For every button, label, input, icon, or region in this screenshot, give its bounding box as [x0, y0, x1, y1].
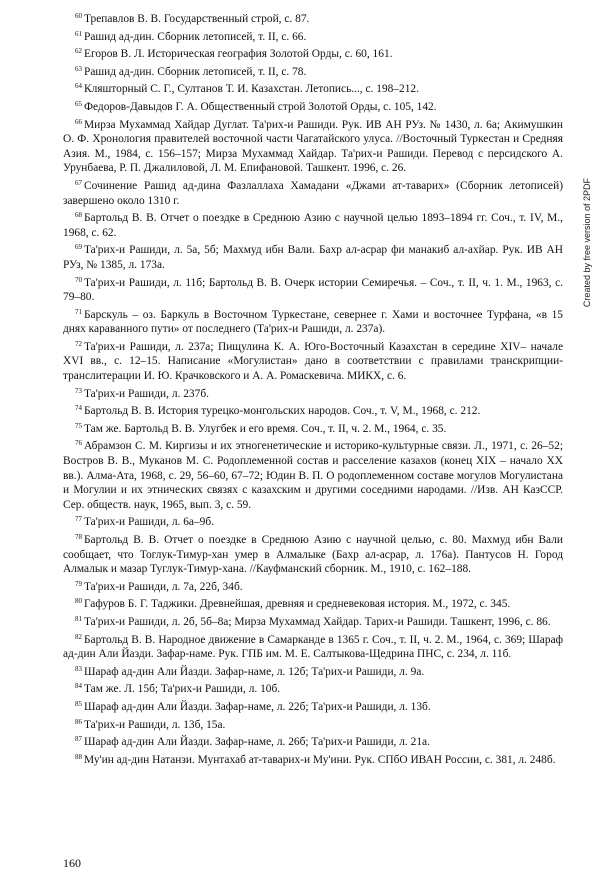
footnote-text: Шараф ад-дин Али Йазди. Зафар-наме, л. 22б; Та'рих-и Рашиди, л. 13б.: [84, 700, 431, 713]
footnote-number: 68: [75, 211, 82, 220]
footnote-75: [63, 419, 563, 437]
footnote-number: 84: [75, 682, 82, 691]
footnote-66: [63, 115, 563, 176]
footnote-78: [63, 530, 563, 577]
footnote-text: Федоров-Давыдов Г. А. Общественный строй Золотой Орды, с. 105, 142.: [84, 100, 437, 113]
footnote-number: 71: [75, 307, 82, 316]
footnote-79: [63, 577, 563, 595]
footnote-text: Рашид ад-дин. Сборник летописей, т. II, с. 66.: [84, 30, 307, 43]
footnote-80: [63, 594, 563, 612]
footnote-number: 85: [75, 699, 82, 708]
footnote-text: Му'ин ад-дин Натанзи. Мунтахаб ат-таварих-и Му'ини. Рук. СПбО ИВАН России, с. 381, л. 248б.: [84, 753, 556, 766]
page-number: 160: [63, 856, 81, 870]
footnote-71: [63, 305, 563, 337]
footnote-text: Та'рих-и Рашиди, л. 11б; Бартольд В. В. Очерк истории Семиречья. – Соч., т. II, ч. 1. М., 1963, с. 79–80.: [63, 276, 563, 304]
footnote-74: [63, 401, 563, 419]
footnote-69: [63, 240, 563, 272]
footnote-text: Сочинение Рашид ад-дина Фазлаллаха Хамадани «Джами ат-таварих» (Сборник летописей) завершено около 1310 г.: [63, 179, 563, 207]
footnote-text: Рашид ад-дин. Сборник летописей, т. II, с. 78.: [84, 65, 307, 78]
footnote-text: Мирза Мухаммад Хайдар Дуглат. Та'рих-и Рашиди. Рук. ИВ АН РУз. № 1430, л. 6а; Акимушкин О. Ф. Хронология правителей восточной части Чагатайского улуса. //Восточный Туркестан и Средняя Азия. М., 1984, с. 156–157; Мирза Мухаммад Хайдар. Та'рих-и Рашиди. Перевод с персидского А. Урунбаева, Р. П. Джалиловой, Л. М. Епифановой. Ташкент. 1996, с. 26.: [63, 118, 563, 175]
footnote-text: Шараф ад-дин Али Йазди. Зафар-наме, л. 26б; Та'рих-и Рашиди, л. 21а.: [84, 736, 430, 749]
footnote-number: 88: [75, 752, 82, 761]
footnote-number: 78: [75, 533, 82, 541]
footnote-text: Бартольд В. В. История турецко-монгольских народов. Соч., т. V, М., 1968, с. 212.: [84, 405, 481, 418]
footnote-67: [63, 176, 563, 208]
footnote-number: 64: [75, 82, 82, 91]
footnote-text: Там же. Л. 15б; Та'рих-и Рашиди, л. 10б.: [84, 683, 281, 696]
footnote-83: [63, 662, 563, 680]
footnote-number: 79: [75, 579, 82, 588]
footnote-number: 75: [75, 421, 82, 430]
footnote-60: [63, 9, 563, 27]
footnote-text: Шараф ад-дин Али Йазди. Зафар-наме, л. 12б; Та'рих-и Рашиди, л. 9а.: [84, 665, 425, 678]
footnote-77: [63, 512, 563, 530]
footnote-number: 77: [75, 515, 82, 524]
footnote-72: [63, 337, 563, 384]
footnotes: [63, 9, 563, 767]
footnote-76: [63, 436, 563, 512]
footnote-number: 62: [75, 47, 82, 56]
footnote-86: [63, 715, 563, 733]
watermark-side-text: Created by free version of 2PDF: [582, 178, 592, 308]
footnote-73: [63, 384, 563, 402]
footnote-text: Гафуров Б. Г. Таджики. Древнейшая, древняя и средневековая история. М., 1972, с. 345.: [84, 598, 511, 611]
footnote-64: [63, 79, 563, 97]
footnote-88: [63, 750, 563, 768]
footnote-84: [63, 679, 563, 697]
footnote-65: [63, 97, 563, 115]
footnote-text: Та'рих-и Рашиди, л. 237а; Пищулина К. А. Юго-Восточный Казахстан в середине XIV– начале XVI вв., с. 12–15. Написание «Могулистан» дано в соответствии с правилами транскрипции-транслитерации И. Ю. Крачковского и А. А. Ромаскевича. МИКХ, с. 6.: [63, 340, 563, 383]
footnote-text: Та'рих-и Рашиди, л. 237б.: [84, 387, 209, 400]
footnote-62: [63, 44, 563, 62]
footnote-87: [63, 732, 563, 750]
footnote-70: [63, 273, 563, 305]
footnote-number: 81: [75, 614, 82, 623]
footnote-number: 67: [75, 178, 82, 187]
footnote-number: 86: [75, 717, 82, 726]
footnote-68: [63, 208, 563, 240]
footnote-text: Трепавлов В. В. Государственный строй, с. 87.: [84, 13, 310, 25]
footnote-text: Егоров В. Л. Историческая география Золотой Орды, с. 60, 161.: [84, 48, 393, 61]
footnote-number: 69: [75, 243, 82, 252]
footnote-number: 82: [75, 632, 82, 641]
footnote-81: [63, 612, 563, 630]
footnote-number: 66: [75, 117, 82, 126]
footnote-number: 65: [75, 99, 82, 108]
footnote-text: Бартольд В. В. Отчет о поездке в Среднюю Азию с научной целью, с. 80. Махмуд ибн Вали сообщает, что Тоглук-Тимур-хан умер в Алмалыке (Бахр ал-асрар, л. 176а). Пантусов Н. Город Алмалык и мазар Туглук-Тимур-хана. //Кауфманский сборник. М., 1910, с. 162–188.: [63, 534, 563, 576]
footnote-number: 70: [75, 275, 82, 284]
footnote-number: 63: [75, 64, 82, 73]
footnote-61: [63, 27, 563, 45]
footnote-number: 72: [75, 339, 82, 348]
footnote-82: [63, 630, 563, 662]
footnote-text: Та'рих-и Рашиди, л. 13б, 15а.: [84, 718, 226, 731]
footnote-number: 73: [75, 386, 82, 395]
footnote-85: [63, 697, 563, 715]
footnote-text: Бартольд В. В. Отчет о поездке в Среднюю Азию с научной целью 1893–1894 гг. Соч., т. IV, М., 1968, с. 62.: [63, 212, 563, 239]
footnote-number: 83: [75, 664, 82, 673]
footnote-text: Кляшторный С. Г., Султанов Т. И. Казахстан. Летопись..., с. 198–212.: [84, 83, 419, 96]
footnote-text: Абрамзон С. М. Киргизы и их этногенетические и историко-культурные связи. Л., 1971, с. 26–52; Востров В. В., Муканов М. С. Родоплеменной состав и расселение казахов (конец XIX – начало XX вв.). Алма-Ата, 1968, с. 29, 56–60, 67–72; Юдин В. П. О родоплеменном составе могулов Могулистана и Могулии и их этнических связях с казахским и другими соседними народами. //Изв. АН КазССР. Сер. обществ. наук, 1965, вып. 3, с. 59.: [63, 440, 563, 511]
footnote-text: Та'рих-и Рашиди, л. 6а–9б.: [84, 516, 215, 529]
footnote-number: 61: [75, 29, 82, 38]
footnote-number: 76: [75, 439, 82, 448]
footnote-number: 80: [75, 597, 82, 606]
footnote-text: Та'рих-и Рашиди, л. 2б, 5б–8а; Мирза Мухаммад Хайдар. Тарих-и Рашиди. Ташкент, 1996, с. 86.: [84, 615, 551, 628]
footnote-text: Бартольд В. В. Народное движение в Самарканде в 1365 г. Соч., т. II, ч. 2. М., 1964, с. 369; Шараф ад-дин Али Йазди. Зафар-наме. Рук. ГПБ им. М. Е. Салтыкова-Щедрина ПНС, с. 234, л. 11б.: [63, 633, 563, 661]
footnote-text: Там же. Бартольд В. В. Улугбек и его время. Соч., т. II, ч. 2. М., 1964, с. 35.: [84, 422, 447, 435]
footnote-text: Та'рих-и Рашиди, л. 5а, 5б; Махмуд ибн Вали. Бахр ал-асрар фи манакиб ал-ахйар. Рук. ИВ АН РУз, № 1385, л. 173а.: [63, 244, 563, 271]
footnote-number: 87: [75, 735, 82, 744]
footnote-text: Та'рих-и Рашиди, л. 7а, 22б, 34б.: [84, 580, 243, 593]
footnote-number: 74: [75, 404, 82, 413]
footnote-number: 60: [75, 12, 82, 20]
footnote-text: Барскуль – оз. Баркуль в Восточном Туркестане, севернее г. Хами и восточнее Турфана, «в 15 днях караванного пути» от последнего (Та'рих-и Рашиди, л. 237а).: [63, 308, 563, 336]
footnote-63: [63, 62, 563, 80]
